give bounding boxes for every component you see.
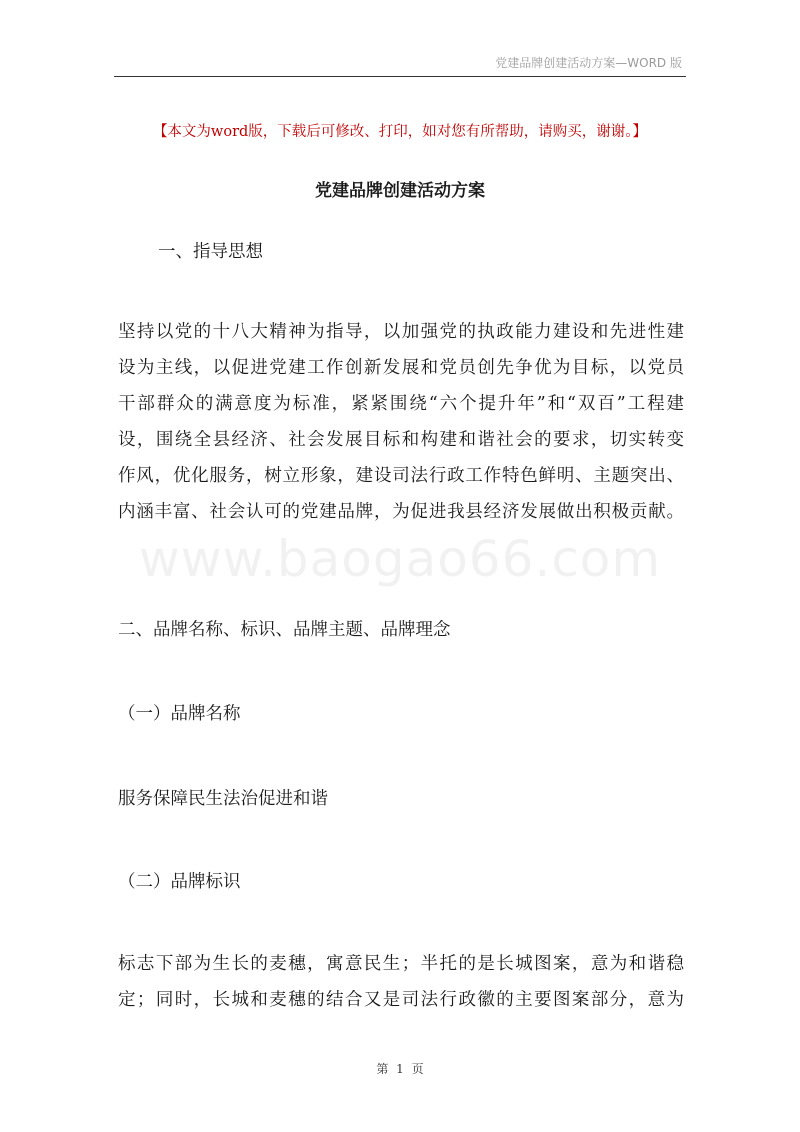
paragraph-line: 作风，优化服务，树立形象，建设司法行政工作特色鲜明、主题突出、 [118,466,684,486]
paragraph-line: 内涵丰富、社会认可的党建品牌，为促进我县经济发展做出积极贡献。 [118,502,684,522]
paragraph-line: 坚持以党的十八大精神为指导，以加强党的执政能力建设和先进性建 [118,322,684,342]
watermark: www.baogao66.com [138,530,662,588]
paragraph-line: 设为主线，以促进党建工作创新发展和党员创先争优为目标，以党员 [118,358,684,378]
section-heading-guiding-thought: 一、指导思想 [158,242,263,262]
subsection-heading-brand-logo: （二）品牌标识 [118,872,241,892]
paragraph-guiding-thought [118,314,684,530]
paragraph-line: 设，围绕全县经济、社会发展目标和构建和谐社会的要求，切实转变 [118,430,684,450]
header-divider [114,76,686,77]
page-number: 1 [396,1062,404,1076]
purchase-notice: 【本文为word版，下载后可修改、打印，如对您有所帮助，请购买，谢谢。】 [152,124,648,140]
section-heading-brand: 二、品牌名称、标识、品牌主题、品牌理念 [118,620,451,640]
page-prefix: 第 [376,1062,389,1076]
paragraph-line: 干部群众的满意度为标准，紧紧围绕“六个提升年”和“双百”工程建 [118,394,684,414]
page-footer [0,1060,800,1077]
paragraph-brand-logo [118,946,684,1018]
brand-name-text: 服务保障民生法治促进和谐 [118,789,328,809]
paragraph-line: 标志下部为生长的麦穗，寓意民生；半托的是长城图案，意为和谐稳 [118,954,684,974]
page-suffix: 页 [411,1062,424,1076]
subsection-heading-brand-name: （一）品牌名称 [118,704,241,724]
paragraph-line: 定；同时，长城和麦穗的结合又是司法行政徽的主要图案部分，意为 [118,990,684,1010]
document-title: 党建品牌创建活动方案 [315,181,485,201]
running-header: 党建品牌创建活动方案—WORD 版 [495,56,682,70]
